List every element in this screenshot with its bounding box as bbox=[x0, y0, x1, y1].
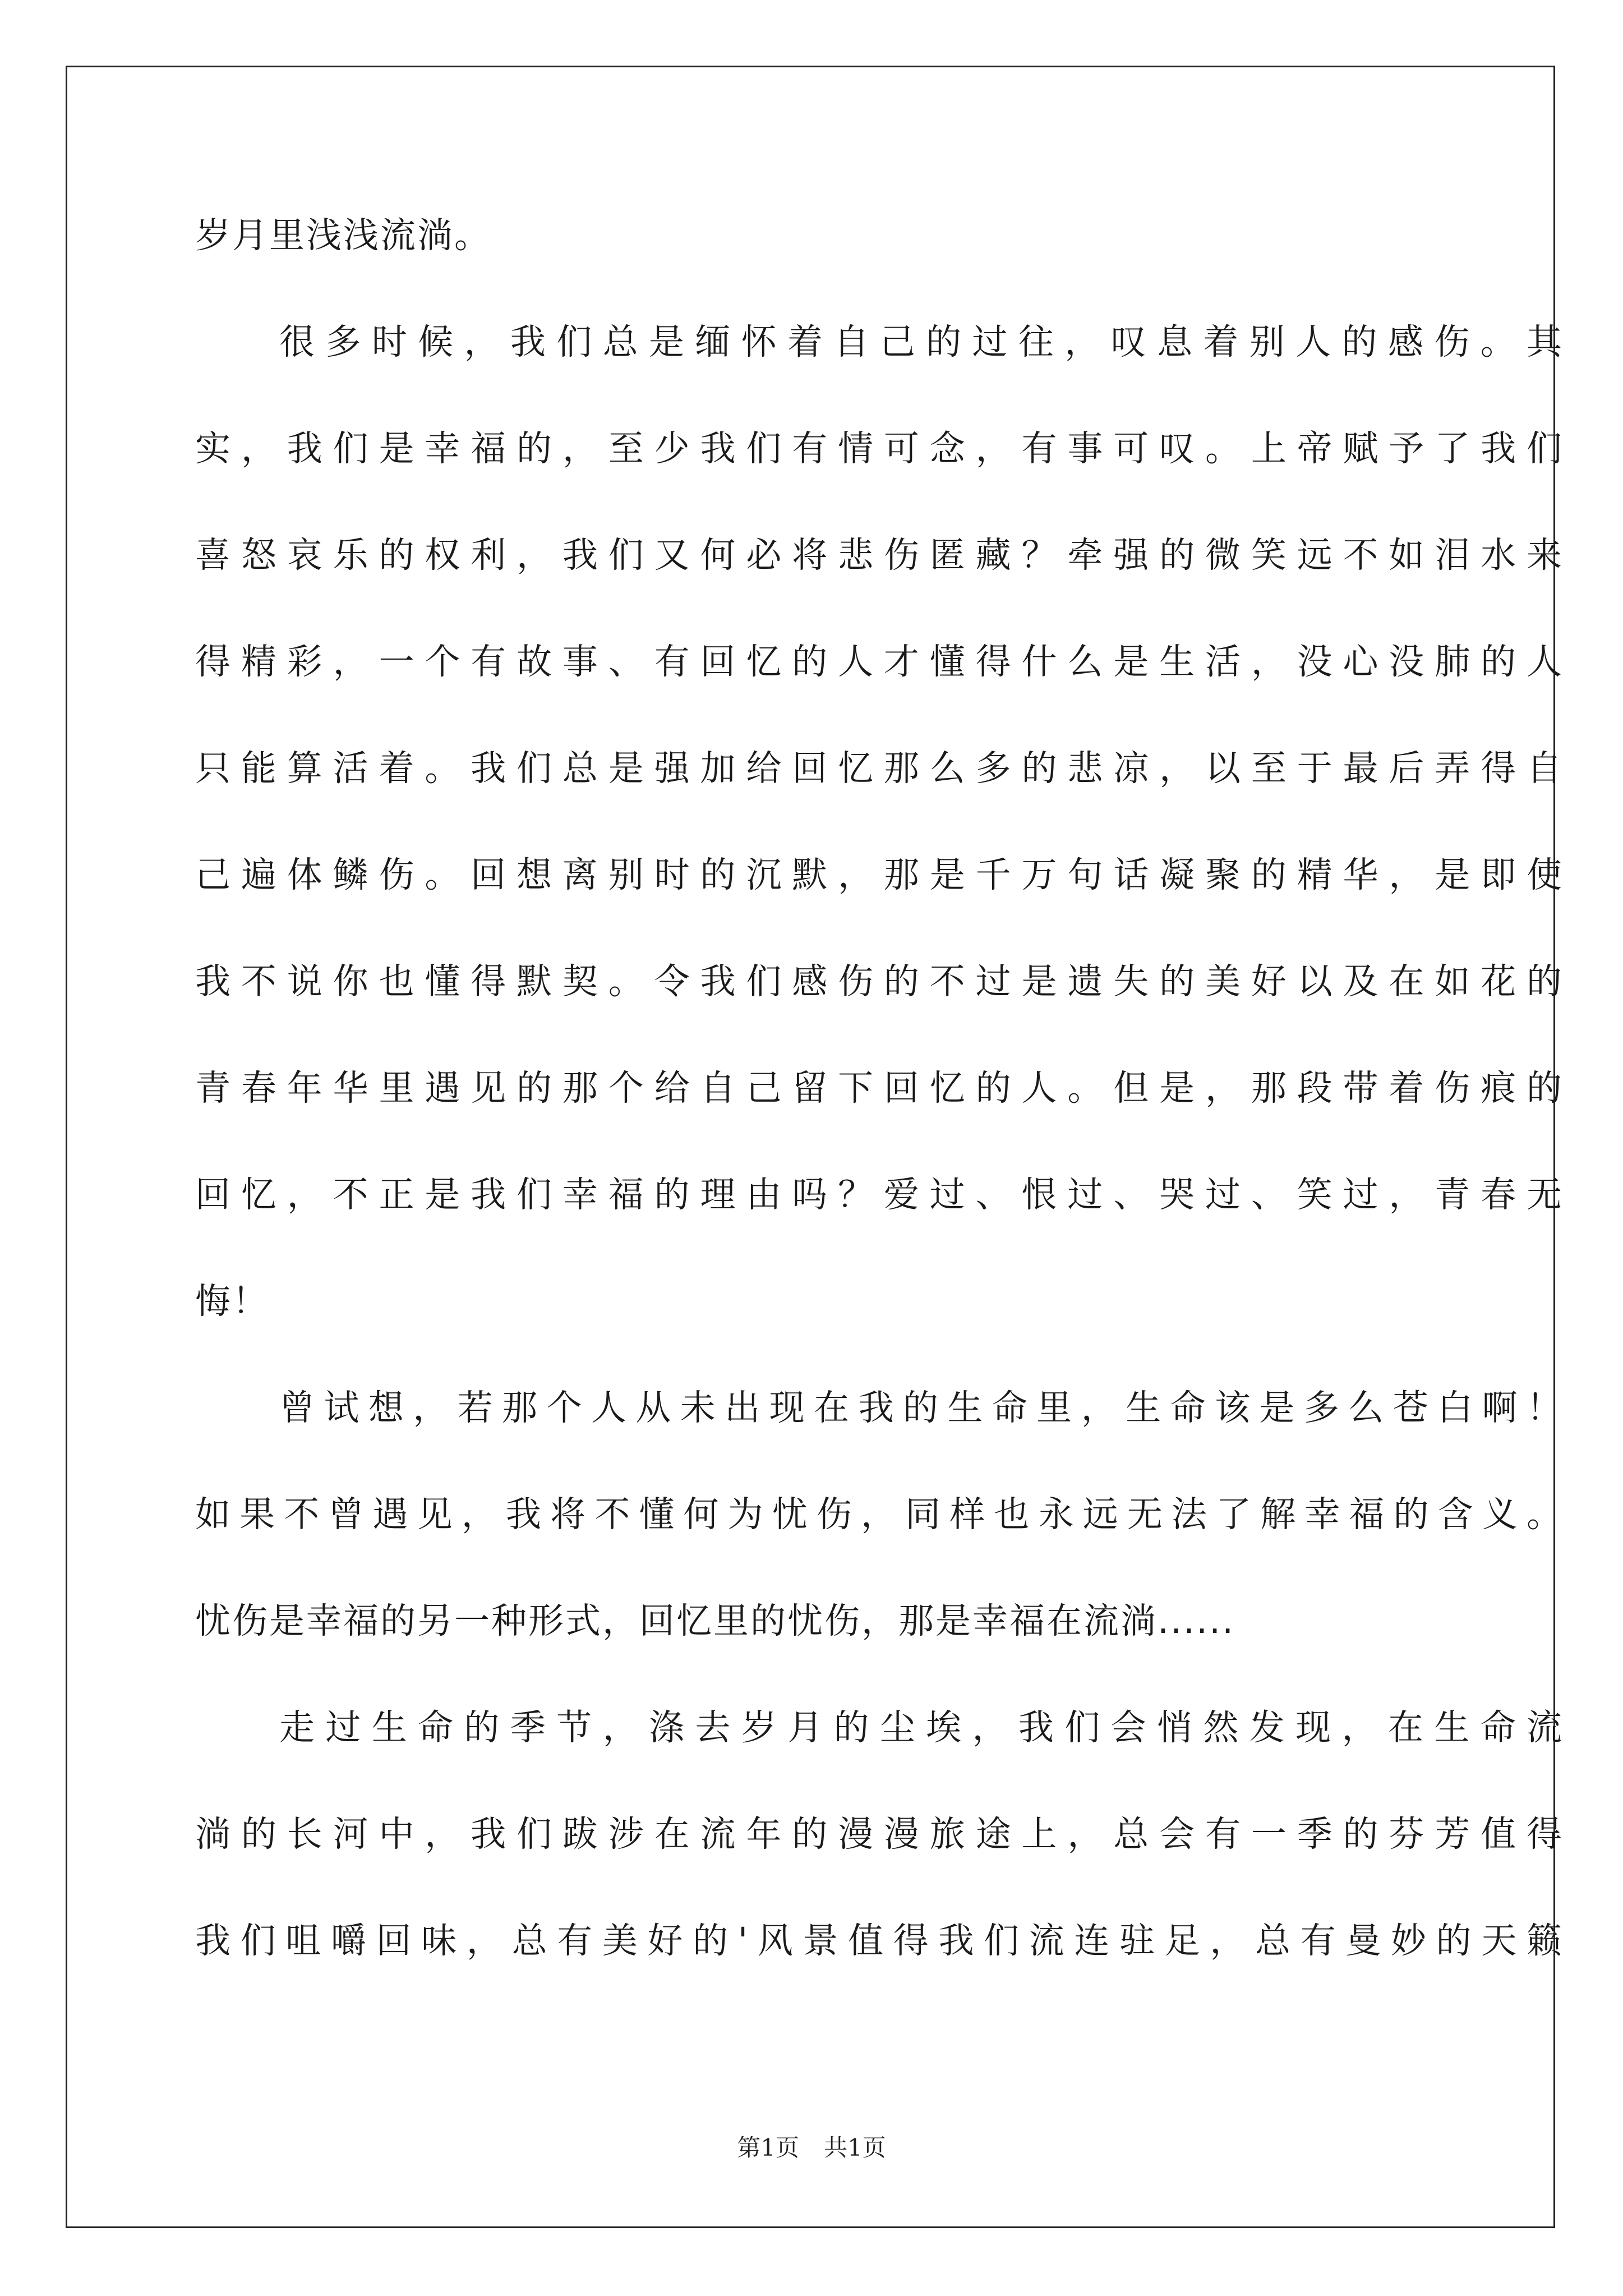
text-line: 己遍体鳞伤。回想离别时的沉默，那是千万句话凝聚的精华，是即使 bbox=[195, 854, 1564, 895]
text-line: 青春年华里遇见的那个给自己留下回忆的人。但是，那段带着伤痕的 bbox=[195, 1068, 1564, 1108]
text-line: 喜怒哀乐的权利，我们又何必将悲伤匿藏？牵强的微笑远不如泪水来 bbox=[195, 535, 1564, 576]
text-line: 我们咀嚼回味，总有美好的'风景值得我们流连驻足，总有曼妙的天籁 bbox=[195, 1920, 1564, 1961]
paragraph-first-line: 很多时候，我们总是缅怀着自己的过往，叹息着别人的感伤。其 bbox=[279, 321, 1564, 362]
text-line: 岁月里浅浅流淌。 bbox=[195, 215, 491, 256]
page-border bbox=[66, 66, 1555, 2228]
text-line: 忧伤是幸福的另一种形式，回忆里的忧伤，那是幸福在流淌...... bbox=[195, 1600, 1235, 1641]
total-page-count: 共1页 bbox=[824, 2134, 886, 2161]
text-line: 回忆，不正是我们幸福的理由吗？爱过、恨过、哭过、笑过，青春无 bbox=[195, 1174, 1564, 1215]
text-line: 实，我们是幸福的，至少我们有情可念，有事可叹。上帝赋予了我们 bbox=[195, 428, 1564, 469]
text-line: 得精彩，一个有故事、有回忆的人才懂得什么是生活，没心没肺的人 bbox=[195, 641, 1564, 682]
current-page-number: 第1页 bbox=[737, 2134, 799, 2161]
text-line: 悔！ bbox=[195, 1281, 269, 1322]
text-line: 淌的长河中，我们跋涉在流年的漫漫旅途上，总会有一季的芬芳值得 bbox=[195, 1814, 1564, 1855]
text-line: 我不说你也懂得默契。令我们感伤的不过是遗失的美好以及在如花的 bbox=[195, 961, 1564, 1002]
page-footer bbox=[0, 2136, 1623, 2160]
text-line: 如果不曾遇见，我将不懂何为忧伤，同样也永远无法了解幸福的含义。 bbox=[195, 1494, 1564, 1535]
text-line: 只能算活着。我们总是强加给回忆那么多的悲凉，以至于最后弄得自 bbox=[195, 748, 1564, 789]
paragraph-first-line: 走过生命的季节，涤去岁月的尘埃，我们会悄然发现，在生命流 bbox=[279, 1707, 1564, 1748]
paragraph-first-line: 曾试想，若那个人从未出现在我的生命里，生命该是多么苍白啊！ bbox=[279, 1387, 1564, 1428]
